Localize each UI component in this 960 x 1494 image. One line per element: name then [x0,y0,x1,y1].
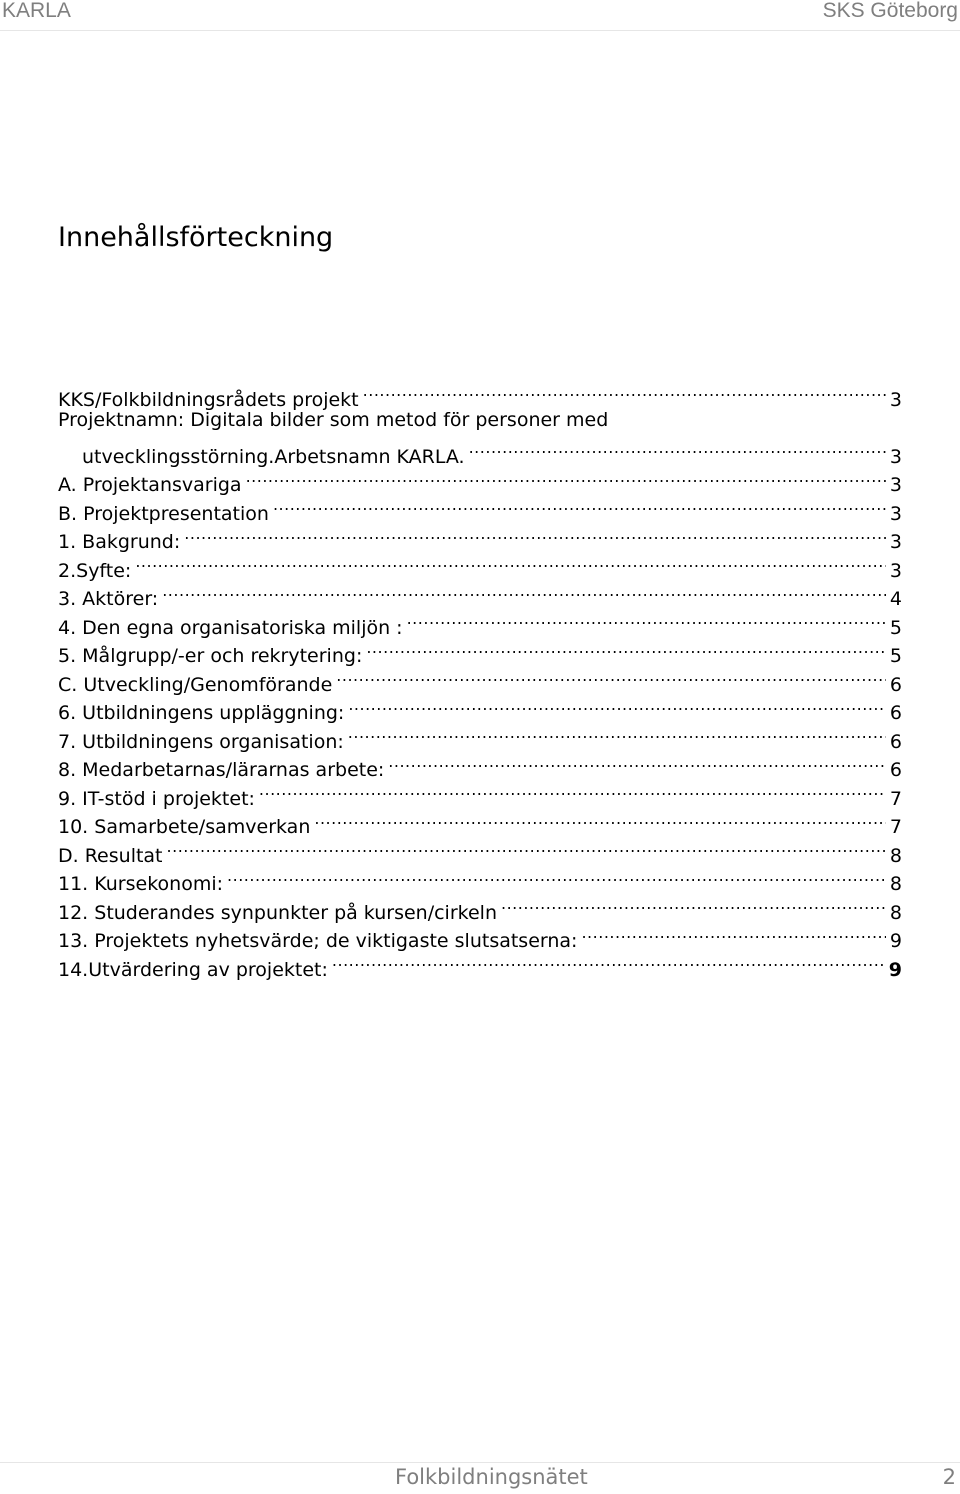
toc-entry-page: 8 [889,901,902,924]
toc-entry-label: 14.Utvärdering av projektet: [58,958,328,981]
toc-leader-dots [388,748,886,777]
toc-leader-dots [332,947,885,976]
header-organization: SKS Göteborg [822,0,958,22]
toc-leader-dots [501,890,886,919]
toc-entry-page: 3 [889,445,902,468]
toc-entry-page: 6 [889,730,902,753]
toc-leader-dots [348,719,886,748]
toc-entry-label: A. Projektansvariga [58,474,242,496]
toc-entry-page: 3 [889,474,902,496]
toc-entry-label: 3. Aktörer: [58,588,159,610]
toc-leader-dots [184,520,886,549]
table-of-contents [58,377,902,981]
toc-entry-page: 3 [889,531,902,553]
toc-entry-label: 10. Samarbete/samverkan [58,816,311,838]
toc-entry-label: 12. Studerandes synpunkter på kursen/cirkeln [58,901,497,924]
header-project-name: KARLA [2,0,71,22]
toc-entry[interactable] [58,377,902,411]
toc-entry[interactable] [58,862,902,895]
toc-entry-page: 9 [889,930,902,952]
toc-leader-dots [366,634,886,663]
footer-page-number: 2 [942,1465,956,1489]
toc-entry-label: 1. Bakgrund: [58,531,181,553]
toc-entry-label: KKS/Folkbildningsrådets projekt [58,388,359,411]
toc-entry-page: 6 [889,702,902,724]
toc-entry[interactable] [58,520,902,553]
page-footer [0,1462,960,1494]
toc-entry-label: utvecklingsstörning.Arbetsnamn KARLA. [82,445,465,468]
toc-entry-page: 6 [889,759,902,781]
toc-leader-dots [581,919,885,948]
toc-entry-page: 3 [889,502,902,525]
toc-leader-dots [348,691,886,720]
page-header [0,0,960,31]
toc-leader-dots [407,605,886,634]
toc-entry-label: 4. Den egna organisatoriska miljön : [58,616,403,639]
toc-leader-dots [259,776,886,805]
toc-entry-page: 8 [889,844,902,867]
toc-entry-label: D. Resultat [58,844,163,867]
toc-leader-dots [162,577,886,606]
toc-leader-dots [227,862,886,891]
toc-leader-dots [336,662,886,691]
toc-entry[interactable] [58,548,902,582]
toc-entry-page: 7 [889,816,902,838]
toc-entry-continuation[interactable] [58,434,902,468]
toc-title: Innehållsförteckning [58,222,334,253]
toc-entry[interactable] [58,577,902,610]
toc-entry-page: 5 [889,616,902,639]
toc-entry-page: 9 [888,958,902,981]
toc-entry[interactable] [58,833,902,867]
toc-leader-dots [469,434,886,463]
toc-entry-label: 6. Utbildningens uppläggning: [58,702,345,724]
toc-leader-dots [167,833,886,862]
toc-entry-label: C. Utveckling/Genomförande [58,673,333,696]
toc-entry-label: 11. Kursekonomi: [58,873,224,895]
toc-entry-page: 6 [889,673,902,696]
toc-entry[interactable] [58,605,902,639]
toc-entry-page: 5 [889,645,902,667]
toc-entry-first-line[interactable] [58,406,902,435]
toc-entry-page: 8 [889,873,902,895]
footer-publisher: Folkbildningsnätet [395,1465,588,1489]
toc-entry-label: B. Projektpresentation [58,502,269,525]
toc-entry-label: 5. Målgrupp/-er och rekrytering: [58,645,363,667]
toc-entry-page: 3 [889,388,902,411]
toc-leader-dots [273,491,886,520]
toc-leader-dots [363,377,886,406]
toc-entry-label: 7. Utbildningens organisation: [58,730,344,753]
toc-leader-dots [135,548,886,577]
toc-entry-page: 7 [889,787,902,810]
toc-entry-label: 13. Projektets nyhetsvärde; de viktigaste slutsatserna: [58,930,578,952]
toc-entry-label: 9. IT-stöd i projektet: [58,787,255,810]
toc-entry-label: 2.Syfte: [58,559,132,582]
toc-entry-label: 8. Medarbetarnas/lärarnas arbete: [58,759,385,781]
toc-entry-page: 3 [889,559,902,582]
toc-leader-dots [314,805,886,834]
toc-entry-label: Projektnamn: Digitala bilder som metod för personer med [58,408,609,431]
toc-entry-page: 4 [889,588,902,610]
toc-leader-dots [246,463,886,492]
